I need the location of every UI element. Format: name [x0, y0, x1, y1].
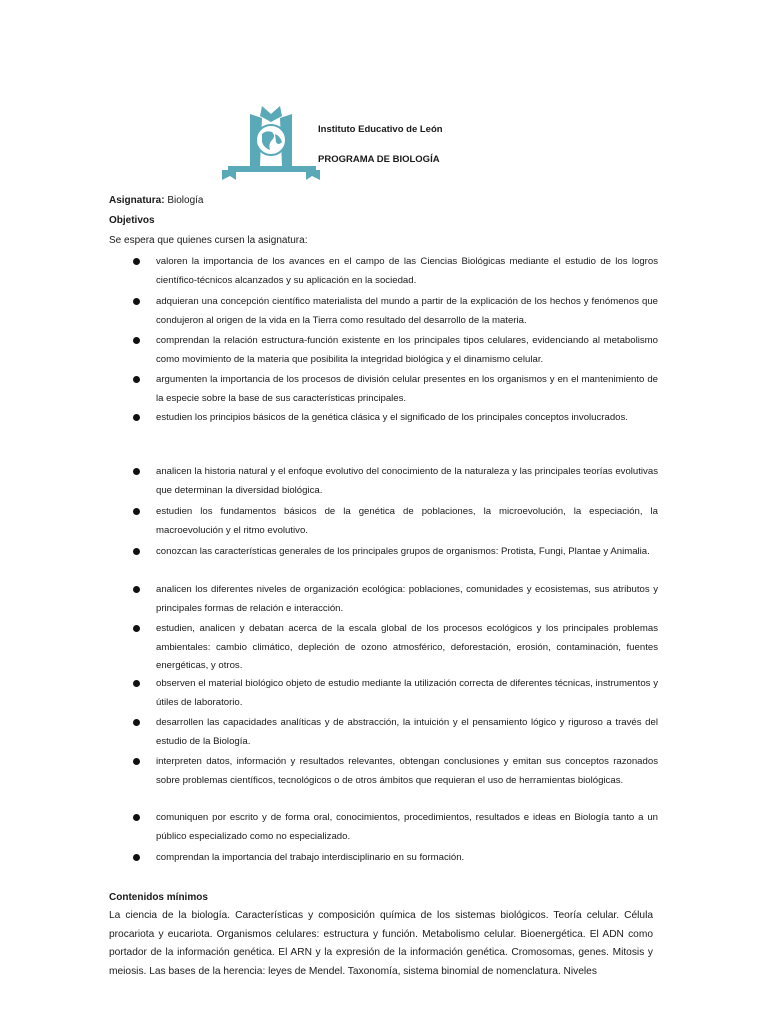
bullet-icon: [133, 337, 140, 344]
bullet-icon: [133, 414, 140, 421]
bullet-icon: [133, 854, 140, 861]
list-item-text: conozcan las características generales de los principales grupos de organismos: Protista, Fungi, Plantae y Animalia.: [156, 546, 650, 557]
bullet-icon: [133, 548, 140, 555]
list-item-text: comprendan la relación estructura-función existente en los principales tipos celulares, evidenciando al metabolismo como movimiento de la materia que posibilita la integridad biológica y el dinamismo celular.: [156, 335, 658, 365]
bullet-icon: [133, 468, 140, 475]
objectives-intro: Se espera que quienes cursen la asignatura:: [109, 235, 308, 246]
list-item-text: estudien los principios básicos de la genética clásica y el significado de los principales conceptos involucrados.: [156, 412, 628, 423]
bullet-icon: [133, 625, 140, 632]
objectives-heading: Objetivos: [109, 215, 155, 226]
program-title: PROGRAMA DE BIOLOGÍA: [318, 154, 440, 165]
list-item-text: estudien, analicen y debatan acerca de la escala global de los procesos ecológicos y los principales problemas ambientales: cambio climático, depleción de ozono atmosférico, deforestación, erosión, contaminación, fuentes energéticas, y otros.: [156, 623, 658, 671]
bullet-icon: [133, 298, 140, 305]
bullet-icon: [133, 258, 140, 265]
list-item-text: desarrollen las capacidades analíticas y de abstracción, la intuición y el pensamiento lógico y riguroso a través del estudio de la Biología.: [156, 717, 658, 747]
list-item-text: analicen los diferentes niveles de organización ecológica: poblaciones, comunidades y ecosistemas, sus atributos y principales formas de relación e interacción.: [156, 584, 658, 614]
institution-logo: [222, 104, 320, 182]
bullet-icon: [133, 586, 140, 593]
contents-body: La ciencia de la biología. Características y composición química de los sistemas biológicos. Teoría celular. Célula procariota y eucariota. Organismos celulares: estructura y función. Metabolismo celular. Bioenergética. El ADN como portador de la información genética. El ARN y la expresión de la información genética. Cromosomas, genes. Mitosis y meiosis. Las bases de la herencia: leyes de Mendel. Taxonomía, sistema binomial de nomenclatura. Niveles: [109, 910, 653, 977]
list-item-text: comuniquen por escrito y de forma oral, conocimientos, procedimientos, resultados e ideas en Biología tanto a un público especializado como no especializado.: [156, 812, 658, 842]
list-item-text: adquieran una concepción científico materialista del mundo a partir de la explicación de los hechos y fenómenos que condujeron al origen de la vida en la Tierra como resultado del desarrollo de la materia.: [156, 296, 658, 326]
subject-line: [109, 195, 203, 206]
subject-label: Asignatura:: [109, 195, 165, 206]
bullet-icon: [133, 814, 140, 821]
subject-value: Biología: [167, 195, 204, 206]
list-item-text: argumenten la importancia de los procesos de división celular presentes en los organismos y en el mantenimiento de la especie sobre la base de sus características principales.: [156, 374, 658, 404]
list-item-text: estudien los fundamentos básicos de la genética de poblaciones, la microevolución, la especiación, la macroevolución y el ritmo evolutivo.: [156, 506, 658, 536]
list-item-text: comprendan la importancia del trabajo interdisciplinario en su formación.: [156, 852, 465, 863]
list-item-text: observen el material biológico objeto de estudio mediante la utilización correcta de diferentes técnicas, instrumentos y útiles de laboratorio.: [156, 678, 658, 708]
contents-heading: Contenidos mínimos: [109, 892, 208, 903]
institution-name: Instituto Educativo de León: [318, 124, 443, 135]
list-item-text: analicen la historia natural y el enfoque evolutivo del conocimiento de la naturaleza y las principales teorías evolutivas que determinan la diversidad biológica.: [156, 466, 658, 496]
bullet-icon: [133, 758, 140, 765]
bullet-icon: [133, 719, 140, 726]
bullet-icon: [133, 508, 140, 515]
list-item-text: valoren la importancia de los avances en el campo de las Ciencias Biológicas mediante el estudio de los logros científico-técnicos alcanzados y su aplicación en la sociedad.: [156, 256, 658, 286]
list-item-text: interpreten datos, información y resultados relevantes, obtengan conclusiones y emitan sus conceptos razonados sobre problemas científicos, tecnológicos o de otros ámbitos que requieran el uso de herramientas biológicas.: [156, 756, 658, 786]
bullet-icon: [133, 680, 140, 687]
bullet-icon: [133, 376, 140, 383]
